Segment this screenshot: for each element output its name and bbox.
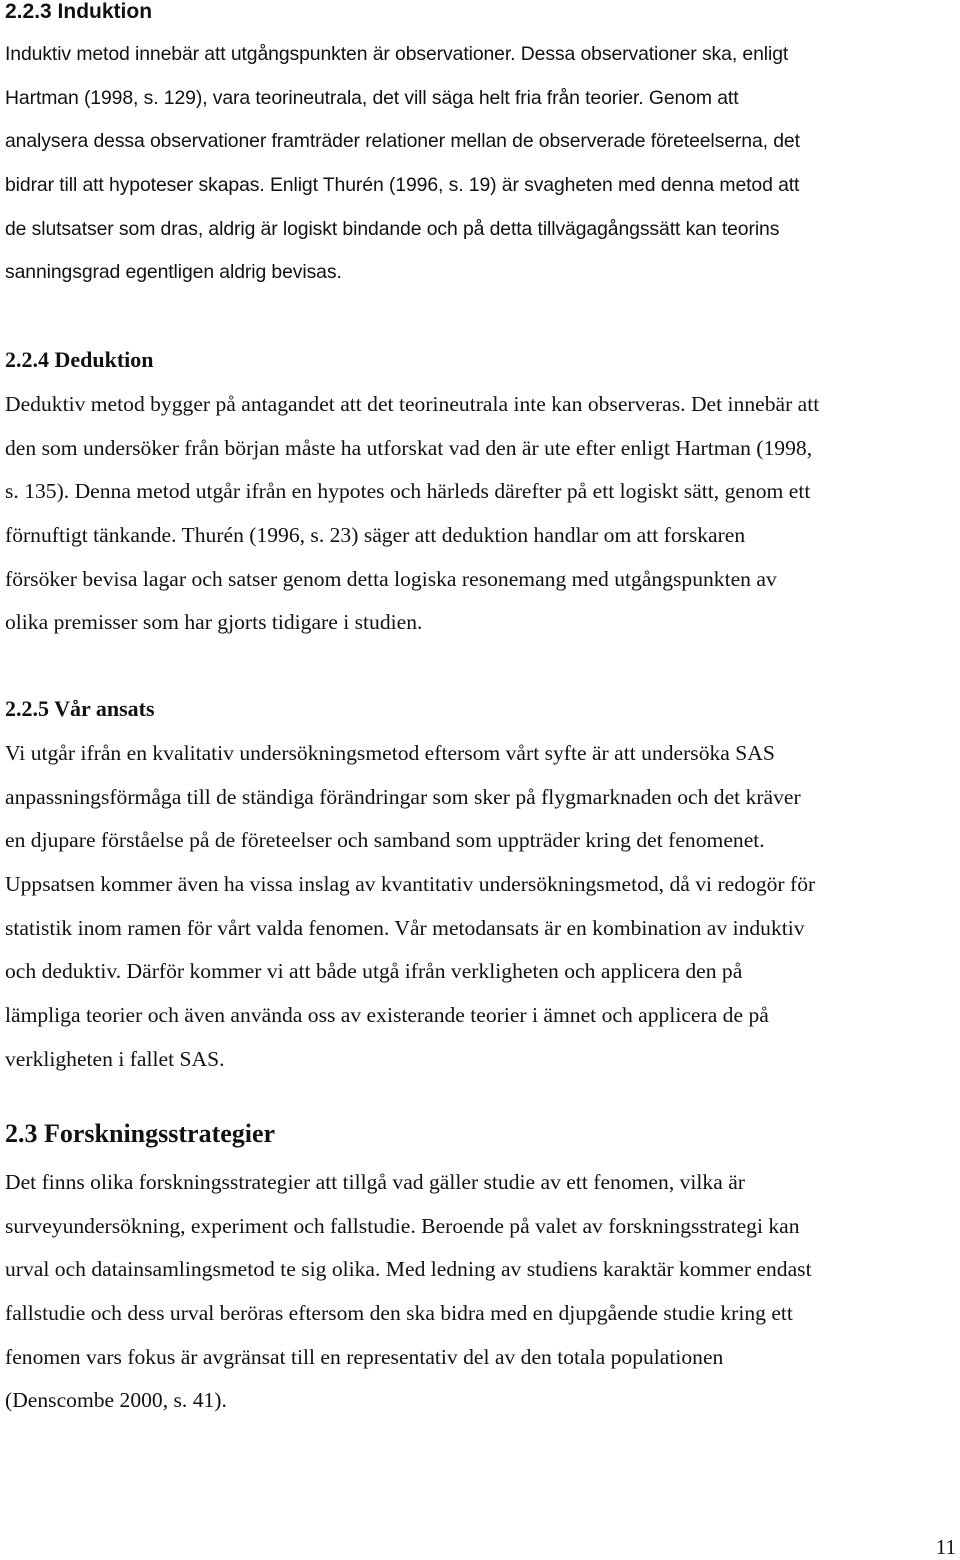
text-line: de slutsatser som dras, aldrig är logiskt bindande och på detta tillvägagångssätt kan teorins	[5, 217, 780, 240]
text-line: försöker bevisa lagar och satser genom detta logiska resonemang med utgångspunkten av	[5, 566, 777, 591]
section-heading-deduktion: 2.2.4 Deduktion	[5, 347, 154, 372]
text-line: fenomen vars fokus är avgränsat till en representativ del av den totala populationen	[5, 1344, 724, 1369]
text-line: fallstudie och dess urval beröras eftersom den ska bidra med en djupgående studie kring ett	[5, 1301, 793, 1326]
text-line: olika premisser som har gjorts tidigare i studien.	[5, 610, 423, 635]
text-line: anpassningsförmåga till de ständiga förändringar som sker på flygmarknaden och det kräver	[5, 784, 801, 809]
text-line: surveyundersökning, experiment och fallstudie. Beroende på valet av forskningsstrategi kan	[5, 1213, 800, 1238]
paragraph-forskningsstrategier	[5, 1161, 960, 1423]
paragraph-ansats	[5, 732, 960, 1082]
section-heading-ansats: 2.2.5 Vår ansats	[5, 696, 155, 721]
paragraph-induktion	[5, 33, 960, 295]
text-line: Vi utgår ifrån en kvalitativ undersökningsmetod eftersom vårt syfte är att undersöka SAS	[5, 741, 775, 765]
section-heading-forskningsstrategier: 2.3 Forskningsstrategier	[5, 1119, 276, 1148]
text-line: urval och datainsamlingsmetod te sig olika. Med ledning av studiens karaktär kommer endast	[5, 1257, 812, 1282]
text-line: den som undersöker från början måste ha utforskat vad den är ute efter enligt Hartman (1998,	[5, 435, 813, 460]
page-number: 11	[935, 1535, 956, 1559]
text-line: Det finns olika forskningsstrategier att tillgå vad gäller studie av ett fenomen, vilka är	[5, 1170, 745, 1194]
text-line: s. 135). Denna metod utgår ifrån en hypotes och härleds därefter på ett logiskt sätt, genom ett	[5, 479, 811, 504]
text-line: statistik inom ramen för vårt valda fenomen. Vår metodansats är en kombination av induktiv	[5, 915, 805, 940]
text-line: Uppsatsen kommer även ha vissa inslag av kvantitativ undersökningsmetod, då vi redogör för	[5, 872, 816, 897]
text-line: en djupare förståelse på de företeelser och samband som uppträder kring det fenomenet.	[5, 828, 765, 853]
text-line: Deduktiv metod bygger på antagandet att det teorineutrala inte kan observeras. Det innebär att	[5, 392, 820, 416]
paragraph-deduktion	[5, 383, 960, 645]
text-line: (Denscombe 2000, s. 41).	[5, 1388, 227, 1413]
text-line: analysera dessa observationer framträder relationer mellan de observerade företeelserna, det	[5, 130, 800, 153]
text-line: Hartman (1998, s. 129), vara teorineutrala, det vill säga helt fria från teorier. Genom att	[5, 86, 739, 109]
text-line: och deduktiv. Därför kommer vi att både utgå ifrån verkligheten och applicera den på	[5, 959, 743, 984]
text-line: lämpliga teorier och även använda oss av existerande teorier i ämnet och applicera de på	[5, 1003, 769, 1028]
text-line: verkligheten i fallet SAS.	[5, 1046, 225, 1071]
text-line: Induktiv metod innebär att utgångspunkten är observationer. Dessa observationer ska, enligt	[5, 43, 789, 65]
text-line: förnuftigt tänkande. Thurén (1996, s. 23) säger att deduktion handlar om att forskaren	[5, 523, 746, 548]
text-line: sanningsgrad egentligen aldrig bevisas.	[5, 261, 342, 284]
text-line: bidrar till att hypoteser skapas. Enligt Thurén (1996, s. 19) är svagheten med denna metod att	[5, 174, 800, 197]
section-heading-induktion: 2.2.3 Induktion	[5, 0, 153, 23]
